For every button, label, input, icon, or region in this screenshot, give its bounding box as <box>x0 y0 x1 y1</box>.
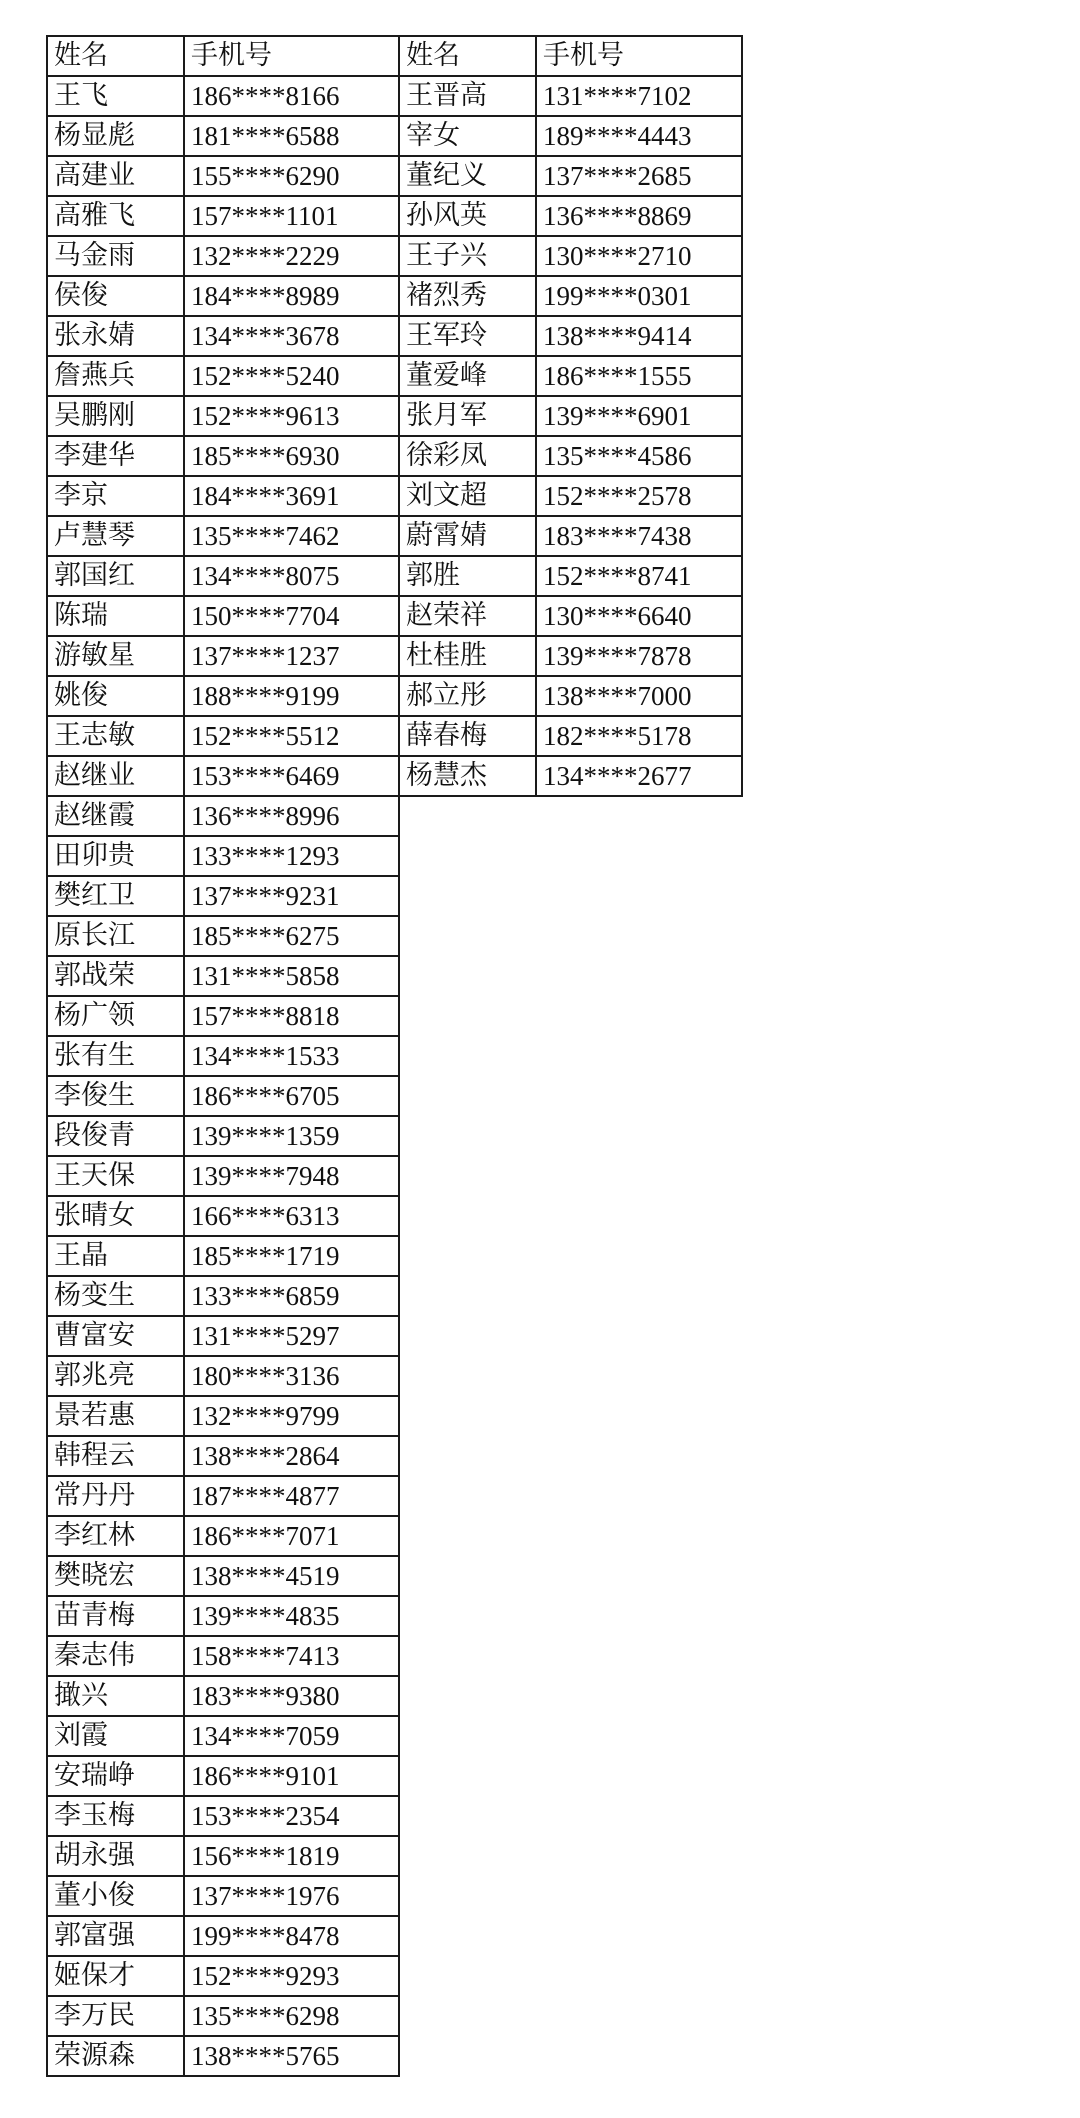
table-row <box>47 356 742 396</box>
table-row <box>47 1196 742 1236</box>
table-row <box>47 196 742 236</box>
table-row <box>47 756 742 796</box>
phone-cell: 134****7059 <box>184 1716 399 1756</box>
name-cell: 撖兴 <box>47 1676 184 1716</box>
phone-cell: 138****4519 <box>184 1556 399 1596</box>
phone-cell: 136****8996 <box>184 796 399 836</box>
empty-cell <box>399 1116 536 1156</box>
name-cell: 胡永强 <box>47 1836 184 1876</box>
phone-cell: 152****2578 <box>536 476 742 516</box>
phone-cell: 139****1359 <box>184 1116 399 1156</box>
table-row <box>47 1556 742 1596</box>
phone-cell: 186****8166 <box>184 76 399 116</box>
name-cell: 王飞 <box>47 76 184 116</box>
table-row <box>47 596 742 636</box>
empty-cell <box>399 996 536 1036</box>
empty-cell <box>399 836 536 876</box>
empty-cell <box>399 1756 536 1796</box>
phone-cell: 185****1719 <box>184 1236 399 1276</box>
empty-cell <box>399 796 536 836</box>
empty-cell <box>399 1396 536 1436</box>
empty-cell <box>536 1716 742 1756</box>
phone-cell: 152****8741 <box>536 556 742 596</box>
table-row <box>47 1836 742 1876</box>
name-cell: 马金雨 <box>47 236 184 276</box>
name-cell: 李红林 <box>47 1516 184 1556</box>
phone-cell: 138****5765 <box>184 2036 399 2076</box>
phone-cell: 188****9199 <box>184 676 399 716</box>
name-cell: 詹燕兵 <box>47 356 184 396</box>
phone-cell: 186****1555 <box>536 356 742 396</box>
name-cell: 荣源森 <box>47 2036 184 2076</box>
phone-cell: 137****1976 <box>184 1876 399 1916</box>
phone-cell: 139****6901 <box>536 396 742 436</box>
empty-cell <box>536 836 742 876</box>
table-row <box>47 476 742 516</box>
phone-cell: 130****6640 <box>536 596 742 636</box>
phone-cell: 130****2710 <box>536 236 742 276</box>
empty-cell <box>399 1316 536 1356</box>
name-cell: 赵荣祥 <box>399 596 536 636</box>
name-cell: 曹富安 <box>47 1316 184 1356</box>
empty-cell <box>399 1596 536 1636</box>
name-cell: 高建业 <box>47 156 184 196</box>
table-row <box>47 116 742 156</box>
phone-cell: 186****9101 <box>184 1756 399 1796</box>
name-cell: 王子兴 <box>399 236 536 276</box>
name-cell: 董爱峰 <box>399 356 536 396</box>
table-row <box>47 716 742 756</box>
empty-cell <box>399 2036 536 2076</box>
name-cell: 杨广领 <box>47 996 184 1036</box>
header-row <box>47 36 742 76</box>
table-row <box>47 836 742 876</box>
empty-cell <box>536 1516 742 1556</box>
table-row <box>47 1436 742 1476</box>
table-row <box>47 1476 742 1516</box>
table-row <box>47 1276 742 1316</box>
empty-cell <box>399 1876 536 1916</box>
table-row <box>47 1516 742 1556</box>
table-row <box>47 1796 742 1836</box>
phone-cell: 135****7462 <box>184 516 399 556</box>
empty-cell <box>536 1236 742 1276</box>
table-row <box>47 2036 742 2076</box>
phone-cell: 199****0301 <box>536 276 742 316</box>
phone-cell: 187****4877 <box>184 1476 399 1516</box>
table-row <box>47 1876 742 1916</box>
table-row <box>47 1956 742 1996</box>
name-cell: 郭国红 <box>47 556 184 596</box>
name-cell: 陈瑞 <box>47 596 184 636</box>
phone-cell: 152****9293 <box>184 1956 399 1996</box>
empty-cell <box>536 1036 742 1076</box>
name-cell: 段俊青 <box>47 1116 184 1156</box>
name-cell: 游敏星 <box>47 636 184 676</box>
table-row <box>47 436 742 476</box>
name-cell: 郭胜 <box>399 556 536 596</box>
phone-cell: 133****1293 <box>184 836 399 876</box>
table-row <box>47 1756 742 1796</box>
phone-cell: 181****6588 <box>184 116 399 156</box>
empty-cell <box>399 1156 536 1196</box>
phone-cell: 137****2685 <box>536 156 742 196</box>
empty-cell <box>536 1916 742 1956</box>
table-row <box>47 996 742 1036</box>
phone-cell: 158****7413 <box>184 1636 399 1676</box>
name-cell: 樊晓宏 <box>47 1556 184 1596</box>
table-row <box>47 916 742 956</box>
name-cell: 王志敏 <box>47 716 184 756</box>
name-cell: 董纪义 <box>399 156 536 196</box>
name-cell: 蔚霄婧 <box>399 516 536 556</box>
empty-cell <box>536 1156 742 1196</box>
empty-cell <box>536 1796 742 1836</box>
phone-cell: 139****7948 <box>184 1156 399 1196</box>
table-row <box>47 1076 742 1116</box>
phone-cell: 132****9799 <box>184 1396 399 1436</box>
name-cell: 吴鹏刚 <box>47 396 184 436</box>
phone-cell: 131****5297 <box>184 1316 399 1356</box>
phone-cell: 134****8075 <box>184 556 399 596</box>
name-cell: 李玉梅 <box>47 1796 184 1836</box>
phone-cell: 185****6275 <box>184 916 399 956</box>
name-cell: 姚俊 <box>47 676 184 716</box>
empty-cell <box>399 1436 536 1476</box>
name-cell: 张月军 <box>399 396 536 436</box>
empty-cell <box>399 1236 536 1276</box>
name-cell: 田卯贵 <box>47 836 184 876</box>
table-row <box>47 236 742 276</box>
empty-cell <box>536 796 742 836</box>
table-row <box>47 516 742 556</box>
phone-cell: 139****7878 <box>536 636 742 676</box>
empty-cell <box>536 876 742 916</box>
empty-cell <box>399 876 536 916</box>
empty-cell <box>536 2036 742 2076</box>
empty-cell <box>399 1996 536 2036</box>
header-name-cell: 姓名 <box>399 36 536 76</box>
phone-cell: 152****9613 <box>184 396 399 436</box>
phone-cell: 180****3136 <box>184 1356 399 1396</box>
name-cell: 董小俊 <box>47 1876 184 1916</box>
phone-cell: 184****3691 <box>184 476 399 516</box>
table-row <box>47 316 742 356</box>
empty-cell <box>399 1796 536 1836</box>
empty-cell <box>399 1356 536 1396</box>
empty-cell <box>536 1316 742 1356</box>
name-cell: 景若惠 <box>47 1396 184 1436</box>
phone-cell: 134****1533 <box>184 1036 399 1076</box>
name-cell: 杨慧杰 <box>399 756 536 796</box>
table-row <box>47 556 742 596</box>
table-row <box>47 276 742 316</box>
phone-cell: 138****9414 <box>536 316 742 356</box>
phone-cell: 157****1101 <box>184 196 399 236</box>
table-row <box>47 1396 742 1436</box>
name-cell: 郭兆亮 <box>47 1356 184 1396</box>
phone-cell: 199****8478 <box>184 1916 399 1956</box>
empty-cell <box>399 1076 536 1116</box>
name-cell: 姬保才 <box>47 1956 184 1996</box>
phone-cell: 153****6469 <box>184 756 399 796</box>
table-row <box>47 1916 742 1956</box>
name-cell: 李京 <box>47 476 184 516</box>
empty-cell <box>399 1036 536 1076</box>
phone-cell: 166****6313 <box>184 1196 399 1236</box>
phone-cell: 138****2864 <box>184 1436 399 1476</box>
name-cell: 常丹丹 <box>47 1476 184 1516</box>
phone-cell: 153****2354 <box>184 1796 399 1836</box>
empty-cell <box>399 916 536 956</box>
name-cell: 杨变生 <box>47 1276 184 1316</box>
phone-cell: 155****6290 <box>184 156 399 196</box>
empty-cell <box>399 956 536 996</box>
table-row <box>47 396 742 436</box>
empty-cell <box>536 1756 742 1796</box>
empty-cell <box>399 1276 536 1316</box>
phone-cell: 139****4835 <box>184 1596 399 1636</box>
header-phone-cell: 手机号 <box>536 36 742 76</box>
empty-cell <box>399 1516 536 1556</box>
name-cell: 薛春梅 <box>399 716 536 756</box>
table-row <box>47 876 742 916</box>
phone-cell: 189****4443 <box>536 116 742 156</box>
table-row <box>47 1116 742 1156</box>
table-row <box>47 76 742 116</box>
phone-cell: 186****7071 <box>184 1516 399 1556</box>
header-name-cell: 姓名 <box>47 36 184 76</box>
name-cell: 杨显彪 <box>47 116 184 156</box>
phone-cell: 137****1237 <box>184 636 399 676</box>
empty-cell <box>536 1196 742 1236</box>
table-row <box>47 676 742 716</box>
phone-cell: 132****2229 <box>184 236 399 276</box>
header-phone-cell: 手机号 <box>184 36 399 76</box>
table-row <box>47 796 742 836</box>
phone-cell: 131****5858 <box>184 956 399 996</box>
empty-cell <box>536 956 742 996</box>
phone-cell: 134****3678 <box>184 316 399 356</box>
table-row <box>47 1316 742 1356</box>
contact-table-body <box>47 36 742 2076</box>
empty-cell <box>536 1596 742 1636</box>
phone-cell: 185****6930 <box>184 436 399 476</box>
phone-cell: 183****9380 <box>184 1676 399 1716</box>
phone-cell: 156****1819 <box>184 1836 399 1876</box>
empty-cell <box>399 1836 536 1876</box>
empty-cell <box>536 916 742 956</box>
empty-cell <box>536 1876 742 1916</box>
name-cell: 李俊生 <box>47 1076 184 1116</box>
empty-cell <box>536 1076 742 1116</box>
empty-cell <box>536 1556 742 1596</box>
empty-cell <box>536 1836 742 1876</box>
name-cell: 刘霞 <box>47 1716 184 1756</box>
phone-cell: 152****5512 <box>184 716 399 756</box>
empty-cell <box>536 1276 742 1316</box>
empty-cell <box>536 1436 742 1476</box>
phone-cell: 152****5240 <box>184 356 399 396</box>
name-cell: 王晶 <box>47 1236 184 1276</box>
name-cell: 徐彩凤 <box>399 436 536 476</box>
empty-cell <box>536 1676 742 1716</box>
phone-cell: 183****7438 <box>536 516 742 556</box>
phone-cell: 131****7102 <box>536 76 742 116</box>
name-cell: 赵继霞 <box>47 796 184 836</box>
name-cell: 杜桂胜 <box>399 636 536 676</box>
table-row <box>47 1036 742 1076</box>
empty-cell <box>536 1476 742 1516</box>
table-row <box>47 1596 742 1636</box>
name-cell: 安瑞峥 <box>47 1756 184 1796</box>
table-row <box>47 1356 742 1396</box>
phone-cell: 135****4586 <box>536 436 742 476</box>
name-cell: 韩程云 <box>47 1436 184 1476</box>
phone-cell: 137****9231 <box>184 876 399 916</box>
empty-cell <box>536 1956 742 1996</box>
empty-cell <box>399 1196 536 1236</box>
empty-cell <box>399 1676 536 1716</box>
phone-cell: 135****6298 <box>184 1996 399 2036</box>
name-cell: 原长江 <box>47 916 184 956</box>
name-cell: 宰女 <box>399 116 536 156</box>
name-cell: 秦志伟 <box>47 1636 184 1676</box>
empty-cell <box>399 1956 536 1996</box>
name-cell: 褚烈秀 <box>399 276 536 316</box>
name-cell: 郭战荣 <box>47 956 184 996</box>
name-cell: 王军玲 <box>399 316 536 356</box>
phone-cell: 184****8989 <box>184 276 399 316</box>
name-cell: 刘文超 <box>399 476 536 516</box>
phone-cell: 138****7000 <box>536 676 742 716</box>
empty-cell <box>536 1116 742 1156</box>
name-cell: 张晴女 <box>47 1196 184 1236</box>
table-row <box>47 1716 742 1756</box>
name-cell: 王晋高 <box>399 76 536 116</box>
empty-cell <box>536 1636 742 1676</box>
table-row <box>47 1636 742 1676</box>
phone-cell: 182****5178 <box>536 716 742 756</box>
contact-table <box>46 35 743 2077</box>
name-cell: 郭富强 <box>47 1916 184 1956</box>
name-cell: 卢慧琴 <box>47 516 184 556</box>
table-row <box>47 1996 742 2036</box>
name-cell: 李万民 <box>47 1996 184 2036</box>
empty-cell <box>536 996 742 1036</box>
phone-cell: 157****8818 <box>184 996 399 1036</box>
name-cell: 侯俊 <box>47 276 184 316</box>
empty-cell <box>536 1356 742 1396</box>
empty-cell <box>399 1556 536 1596</box>
name-cell: 孙风英 <box>399 196 536 236</box>
empty-cell <box>536 1396 742 1436</box>
name-cell: 张永婧 <box>47 316 184 356</box>
phone-cell: 186****6705 <box>184 1076 399 1116</box>
empty-cell <box>399 1476 536 1516</box>
name-cell: 王天保 <box>47 1156 184 1196</box>
empty-cell <box>536 1996 742 2036</box>
name-cell: 苗青梅 <box>47 1596 184 1636</box>
name-cell: 张有生 <box>47 1036 184 1076</box>
table-row <box>47 156 742 196</box>
name-cell: 郝立彤 <box>399 676 536 716</box>
table-row <box>47 1236 742 1276</box>
phone-cell: 133****6859 <box>184 1276 399 1316</box>
name-cell: 赵继业 <box>47 756 184 796</box>
table-row <box>47 636 742 676</box>
name-cell: 李建华 <box>47 436 184 476</box>
empty-cell <box>399 1716 536 1756</box>
phone-cell: 134****2677 <box>536 756 742 796</box>
table-row <box>47 1156 742 1196</box>
table-row <box>47 1676 742 1716</box>
phone-cell: 150****7704 <box>184 596 399 636</box>
empty-cell <box>399 1916 536 1956</box>
table-row <box>47 956 742 996</box>
name-cell: 樊红卫 <box>47 876 184 916</box>
phone-cell: 136****8869 <box>536 196 742 236</box>
empty-cell <box>399 1636 536 1676</box>
name-cell: 高雅飞 <box>47 196 184 236</box>
